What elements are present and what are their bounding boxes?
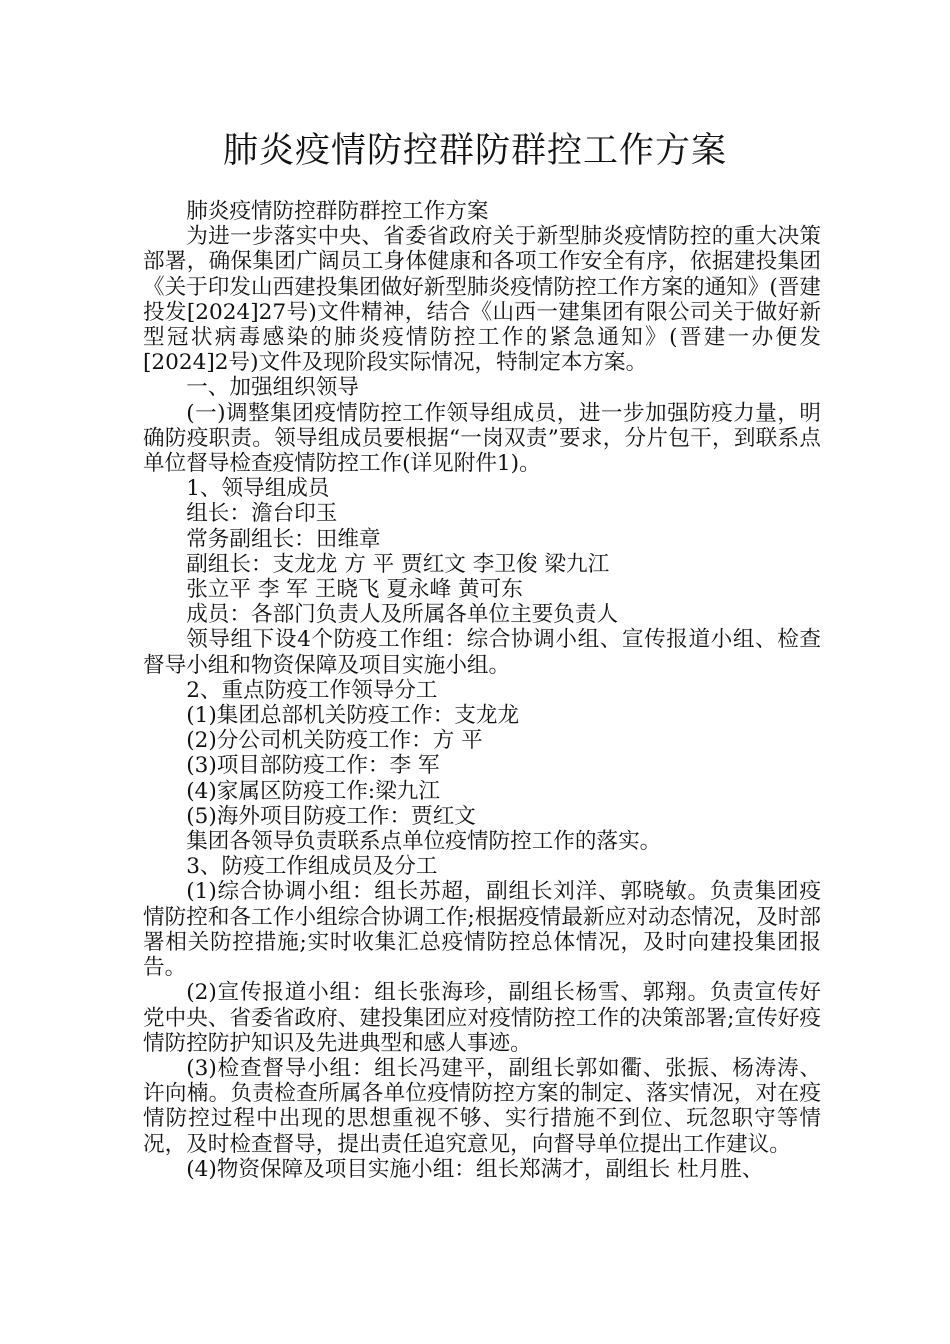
paragraph-subtitle: 肺炎疫情防控群防群控工作方案 (186, 199, 489, 224)
list-item-hq: (1)集团总部机关防疫工作：支龙龙 (186, 703, 520, 729)
document-body (143, 199, 821, 1182)
document-title: 肺炎疫情防控群防群控工作方案 (222, 131, 727, 171)
list-item-residential: (4)家属区防疫工作:梁九江 (186, 778, 440, 804)
subheading-leadership-members: 1、领导组成员 (186, 476, 330, 502)
subheading-groups: 3、防疫工作组成员及分工 (186, 854, 438, 880)
paragraph-adjust-leadership: (一)调整集团疫情防控工作领导组成员，进一步加强防疫力量，明确防疫职责。领导组成员要根据“一岗双责”要求，分片包干，到联系点单位督导检查疫情防控工作(详见附件1)。 (143, 400, 821, 477)
paragraph-working-groups: 领导组下设4个防疫工作组：综合协调小组、宣传报道小组、检查督导小组和物资保障及项目实施小组。 (143, 627, 821, 678)
section-heading-1: 一、加强组织领导 (186, 375, 359, 401)
list-item-overseas: (5)海外项目防疫工作：贾红文 (186, 803, 476, 829)
paragraph-executive-deputy: 常务副组长：田维章 (186, 526, 381, 552)
paragraph-deputies: 副组长：支龙龙 方 平 贾红文 李卫俊 梁九江 (186, 551, 610, 577)
list-item-project: (3)项目部防疫工作：李 军 (186, 753, 440, 779)
paragraph-supplies-group: (4)物资保障及项目实施小组：组长郑满才，副组长 杜月胜、 (186, 1156, 764, 1182)
paragraph-members: 成员：各部门负责人及所属各单位主要负责人 (186, 602, 619, 628)
paragraph-leader: 组长：澹台印玉 (186, 501, 338, 527)
paragraph-liaison: 集团各领导负责联系点单位疫情防控工作的落实。 (186, 829, 662, 855)
list-item-branch: (2)分公司机关防疫工作：方 平 (186, 728, 483, 754)
paragraph-intro: 为进一步落实中央、省委省政府关于新型肺炎疫情防控的重大决策部署，确保集团广阔员工身体健康和各项工作安全有序，依据建投集团《关于印发山西建投集团做好新型肺炎疫情防控工作方案的通知》(晋建投发[2024]27号)文件精神，结合《山西一建集团有限公司关于做好新型冠状病毒感染的肺炎疫情防控工作的紧急通知》(晋建一办便发[2024]2号)文件及现阶段实际情况，特制定本方案。 (143, 224, 821, 376)
paragraph-inspection-group: (3)检查督导小组：组长冯建平，副组长郭如衢、张振、杨涛涛、许向楠。负责检查所属各单位疫情防控方案的制定、落实情况，对在疫情防控过程中出现的思想重视不够、实行措施不到位、玩忽职守等情况，及时检查督导，提出责任追究意见，向督导单位提出工作建议。 (143, 1055, 821, 1157)
paragraph-coordination-group: (1)综合协调小组：组长苏超，副组长刘洋、郭晓敏。负责集团疫情防控和各工作小组综合协调工作;根据疫情最新应对动态情况，及时部署相关防控措施;实时收集汇总疫情防控总体情况，及时向建投集团报告。 (143, 879, 821, 981)
paragraph-deputies-continued: 张立平 李 军 王晓飞 夏永峰 黄可东 (186, 577, 523, 603)
subheading-division-of-work: 2、重点防疫工作领导分工 (186, 677, 438, 703)
paragraph-publicity-group: (2)宣传报道小组：组长张海珍，副组长杨雪、郭翔。负责宣传好党中央、省委省政府、建投集团应对疫情防控工作的决策部署;宣传好疫情防控防护知识及先进典型和感人事迹。 (143, 980, 821, 1056)
